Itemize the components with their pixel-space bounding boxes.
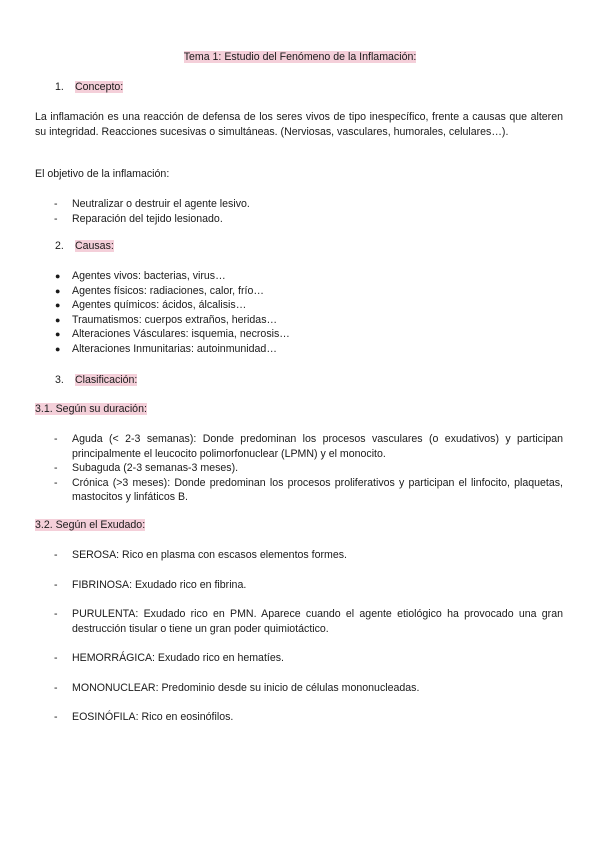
section-label: Causas:	[74, 240, 114, 252]
list-item: - HEMORRÁGICA: Exudado rico en hematíes.	[54, 652, 284, 664]
dash-marker: -	[54, 549, 58, 561]
list-item: - Reparación del tejido lesionado.	[54, 212, 223, 225]
list-item: ● Alteraciones Vásculares: isquemia, necrosis…	[55, 328, 290, 340]
dash-marker: -	[54, 711, 58, 723]
list-item: - Crónica (>3 meses): Donde predominan los procesos proliferativos y participan el linfocito, plaquetas, mastocitos y linfáticos B.	[54, 476, 563, 503]
bullet-marker: ●	[55, 271, 61, 281]
list-item: ● Agentes químicos: ácidos, álcalisis…	[55, 299, 247, 311]
section-heading-causas	[55, 240, 114, 252]
list-item: - Aguda (< 2-3 semanas): Donde predominan los procesos vasculares (o exudativos) y participan principalmente el leucocito polimorfonuclear (LPMN) y el monocito.	[54, 433, 563, 460]
bullet-marker: ●	[55, 285, 61, 296]
section-heading-concepto	[55, 81, 123, 93]
dash-marker: -	[54, 433, 58, 445]
list-item: - Neutralizar o destruir el agente lesivo.	[54, 198, 250, 210]
list-item: - SEROSA: Rico en plasma con escasos elementos formes.	[54, 549, 347, 561]
list-item: - EOSINÓFILA: Rico en eosinófilos.	[54, 711, 234, 723]
exudado-list	[0, 548, 600, 740]
objetivo-label: El objetivo de la inflamación:	[35, 168, 170, 180]
dash-marker: -	[54, 212, 58, 225]
section-number: 3.	[55, 374, 64, 386]
page-title	[0, 51, 600, 63]
dash-marker: -	[54, 608, 58, 620]
section-label: Concepto:	[74, 81, 124, 93]
bullet-marker: ●	[55, 329, 61, 339]
list-item: ● Agentes físicos: radiaciones, calor, frío…	[55, 284, 264, 297]
dash-marker: -	[54, 652, 58, 664]
section-label: Clasificación:	[74, 374, 138, 386]
list-item: - MONONUCLEAR: Predominio desde su inicio de células mononucleadas.	[54, 681, 420, 694]
dash-marker: -	[54, 462, 58, 474]
objetivos-list	[0, 197, 600, 226]
list-item: ● Alteraciones Inmunitarias: autoinmunidad…	[55, 342, 277, 355]
subheading-exudado: 3.2. Según el Exudado:	[35, 519, 146, 531]
title-text: Tema 1: Estudio del Fenómeno de la Inflamación:	[183, 51, 417, 63]
causas-list	[0, 269, 600, 356]
list-item: - PURULENTA: Exudado rico en PMN. Aparece cuando el agente etiológico ha provocado una gran destrucción tisular o tiene un gran poder quimiotáctico.	[54, 608, 563, 635]
bullet-marker: ●	[55, 343, 61, 354]
bullet-marker: ●	[55, 300, 61, 310]
list-item: ● Traumatismos: cuerpos extraños, heridas…	[55, 313, 278, 326]
subheading-duracion: 3.1. Según su duración:	[35, 403, 147, 415]
list-item: ● Agentes vivos: bacterias, virus…	[55, 270, 226, 282]
section-number: 2.	[55, 240, 64, 252]
dash-marker: -	[54, 198, 58, 210]
dash-marker: -	[54, 681, 58, 694]
intro-paragraph: La inflamación es una reacción de defensa de los seres vivos de tipo inespecífico, frente a causas que alteren su integridad. Reacciones sucesivas o simultáneas. (Nerviosas, vasculares, humorales, celulares…).	[35, 111, 563, 138]
bullet-marker: ●	[55, 314, 61, 325]
list-item: - Subaguda (2-3 semanas-3 meses).	[54, 462, 239, 474]
list-item: - FIBRINOSA: Exudado rico en fibrina.	[54, 578, 247, 591]
dash-marker: -	[54, 476, 58, 489]
duracion-list	[0, 432, 600, 505]
section-number: 1.	[55, 81, 64, 93]
dash-marker: -	[54, 578, 58, 591]
section-heading-clasificacion	[55, 374, 137, 386]
